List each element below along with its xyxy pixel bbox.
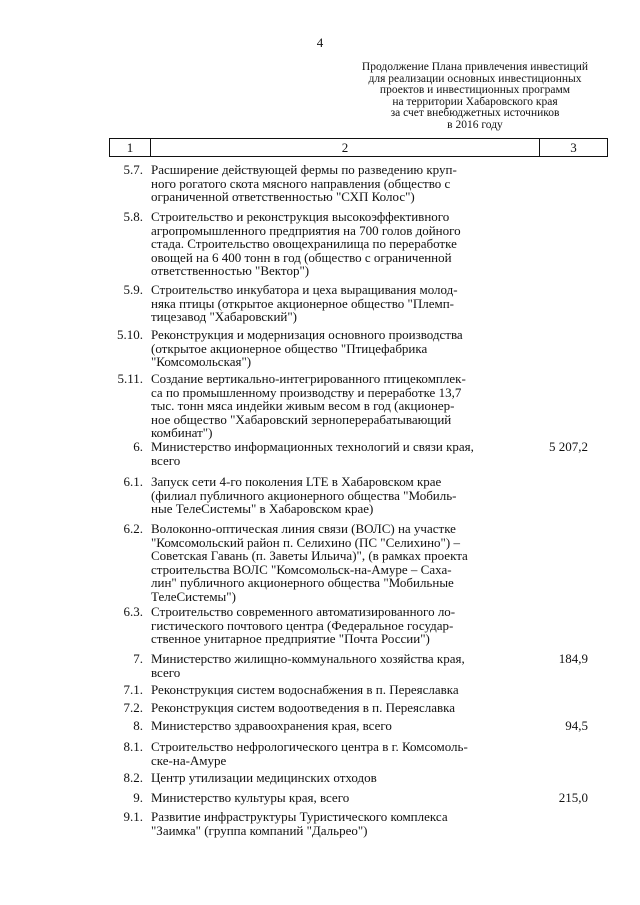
- row-description-line: гистического почтового центра (Федеральное государ-: [151, 617, 454, 633]
- row-description-line: Создание вертикально-интегрированного птицекомплек-: [151, 371, 466, 386]
- row-description: [151, 719, 529, 733]
- row-number: 6.1.: [123, 474, 143, 489]
- row-description-line: Реконструкция и модернизация основного производства: [151, 327, 463, 342]
- caption-line: для реализации основных инвестиционных: [368, 72, 582, 85]
- row-description-line: няка птицы (открытое акционерное общество "Племп-: [151, 295, 454, 311]
- row-description-line: Расширение действующей фермы по разведению круп-: [151, 162, 457, 177]
- row-number: 5.7.: [123, 162, 143, 177]
- row-description: [151, 701, 529, 715]
- row-description-line: Реконструкция систем водоснабжения в п. Переяславка: [151, 682, 459, 697]
- row-amount: 5 207,2: [549, 439, 588, 454]
- row-number: 5.8.: [123, 209, 143, 224]
- caption-line: Продолжение Плана привлечения инвестиций: [361, 61, 589, 73]
- row-description: [151, 475, 529, 516]
- row-description: [151, 791, 529, 805]
- row-description-line: Министерство здравоохранения края, всего: [151, 718, 392, 733]
- row-description-line: тицезавод "Хабаровский"): [151, 309, 298, 324]
- row-description-line: Волоконно-оптическая линия связи (ВОЛС) на участке: [151, 521, 456, 536]
- row-description-line: ответственностью "Вектор"): [151, 263, 310, 278]
- row-description-line: ное общество "Хабаровский зерноперерабатывающий: [151, 411, 452, 427]
- row-description-line: Министерство жилищно-коммунального хозяйства края,: [151, 651, 465, 666]
- row-description-line: са по промышленному производству и переработке 13,7: [151, 384, 462, 400]
- page-number: 4: [316, 35, 324, 50]
- row-description-line: (открытое акционерное общество "Птицефабрика: [151, 340, 428, 356]
- row-description-line: овощей на 6 400 тонн в год (общество с ограниченной: [151, 249, 452, 265]
- column-header-amount: 3: [570, 140, 577, 155]
- row-description: [151, 440, 529, 467]
- row-description-line: "Комсомольский район п. Селихино (ПС "Селихино") –: [151, 534, 460, 550]
- row-description-line: Центр утилизации медицинских отходов: [151, 770, 377, 785]
- row-number: 6.: [133, 439, 143, 454]
- row-number: 7.: [133, 651, 143, 666]
- row-description: [151, 163, 529, 204]
- row-amount: 215,0: [558, 790, 588, 805]
- row-description: [151, 605, 529, 646]
- row-number: 9.1.: [123, 809, 143, 824]
- row-description: [151, 771, 529, 785]
- caption-line: за счет внебюджетных источников: [390, 107, 560, 119]
- row-description-line: ного рогатого скота мясного направления (общество с: [151, 175, 451, 191]
- row-number: 9.: [133, 790, 143, 805]
- row-description-line: Развитие инфраструктуры Туристического комплекса: [151, 809, 448, 824]
- row-description-line: всего: [151, 452, 181, 468]
- row-number: 5.11.: [117, 371, 143, 386]
- row-description: [151, 810, 529, 837]
- table-column-header: [109, 138, 608, 157]
- row-description: [151, 210, 529, 278]
- caption-line: на территории Хабаровского края: [392, 95, 558, 108]
- row-description: [151, 283, 529, 324]
- row-description-line: "Комсомольская"): [151, 354, 252, 369]
- row-description-line: Строительство современного автоматизированного ло-: [151, 604, 456, 619]
- row-description-line: "Заимка" (группа компаний "Дальрео"): [151, 822, 368, 838]
- column-header-name: 2: [151, 139, 540, 156]
- row-description-line: стада. Строительство овощехранилища по переработке: [151, 236, 457, 251]
- row-description-line: комбинат"): [151, 425, 213, 440]
- row-number: 8.2.: [123, 770, 143, 785]
- row-description-line: ственное унитарное предприятие "Почта России"): [151, 631, 430, 646]
- row-description-line: Строительство и реконструкция высокоэффективного: [151, 209, 450, 224]
- row-description-line: агропромышленного предприятия на 700 голов дойного: [151, 222, 461, 238]
- row-description-line: (филиал публичного акционерного общества "Мобиль-: [151, 487, 457, 503]
- row-description-line: Министерство культуры края, всего: [151, 790, 350, 805]
- row-description: [151, 652, 529, 679]
- row-description-line: Строительство инкубатора и цеха выращивания молод-: [151, 282, 458, 297]
- row-description-line: Реконструкция систем водоотведения в п. Переяславка: [151, 700, 456, 715]
- row-description-line: Советская Гавань (п. Заветы Ильича)", (в рамках проекта: [151, 548, 468, 563]
- column-header-number: 1: [110, 139, 151, 156]
- row-number: 6.3.: [123, 604, 143, 619]
- row-description-line: ные ТелеСистемы" в Хабаровском крае): [151, 501, 374, 516]
- row-description: [151, 328, 529, 369]
- row-number: 7.2.: [123, 700, 143, 715]
- row-description-line: ТелеСистемы"): [151, 588, 236, 604]
- row-description-line: тыс. тонн мяса индейки живым весом в год (акционер-: [151, 398, 455, 413]
- header-caption: [340, 62, 610, 131]
- row-description-line: ограниченной ответственностью "СХП Колос"): [151, 189, 415, 204]
- row-number: 8.1.: [123, 739, 143, 754]
- row-number: 6.2.: [123, 521, 143, 536]
- row-description: [151, 683, 529, 697]
- row-description-line: всего: [151, 664, 181, 680]
- row-description-line: Запуск сети 4-го поколения LTE в Хабаровском крае: [151, 474, 442, 489]
- row-number: 5.10.: [117, 327, 143, 342]
- row-amount: 94,5: [565, 718, 588, 733]
- caption-line: проектов и инвестиционных программ: [379, 84, 571, 96]
- row-description-line: Строительство нефрологического центра в г. Комсомоль-: [151, 739, 468, 754]
- row-description-line: ске-на-Амуре: [151, 752, 227, 768]
- row-description-line: лин" публичного акционерного общества "Мобильные: [151, 575, 454, 590]
- row-number: 8.: [133, 718, 143, 733]
- row-description-line: строительства ВОЛС "Комсомольск-на-Амуре – Саха-: [151, 561, 452, 577]
- row-number: 5.9.: [123, 282, 143, 297]
- row-description: [151, 740, 529, 767]
- row-description: [151, 372, 529, 440]
- row-description-line: Министерство информационных технологий и связи края,: [151, 439, 474, 454]
- row-number: 7.1.: [123, 682, 143, 697]
- caption-line: в 2016 году: [447, 118, 503, 131]
- row-amount: 184,9: [558, 651, 588, 666]
- row-description: [151, 522, 529, 603]
